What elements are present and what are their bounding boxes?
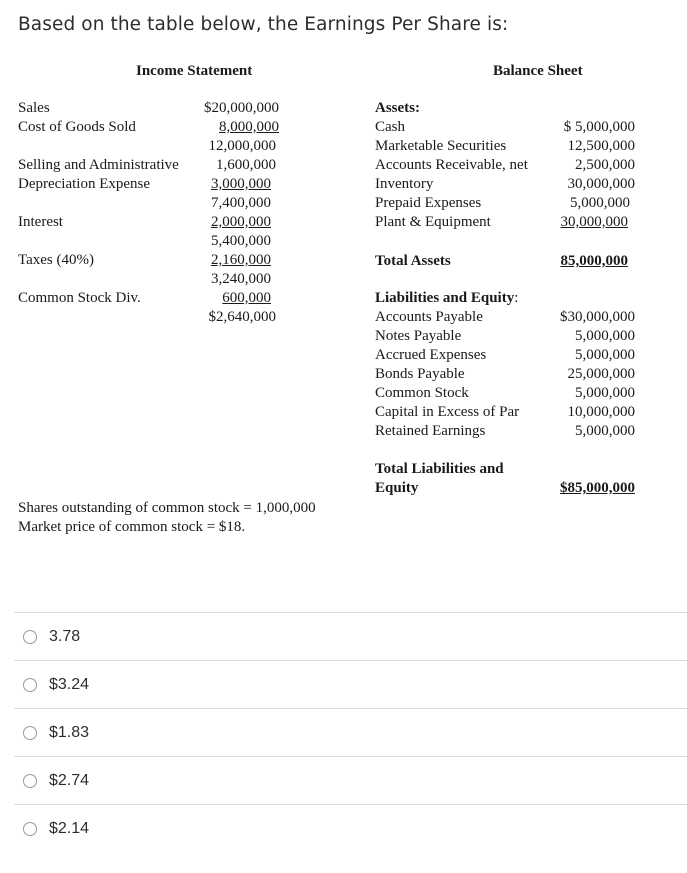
liabilities-heading-line	[375, 289, 518, 308]
is-value-net-income: 3,240,000	[211, 271, 271, 287]
is-value-ebit: 7,400,000	[211, 195, 271, 211]
shares-outstanding-note: Shares outstanding of common stock = 1,000,000	[18, 500, 316, 516]
option-1[interactable]	[14, 612, 687, 660]
answer-options	[14, 612, 687, 852]
option-5[interactable]	[14, 804, 687, 852]
bs-label-capital-excess: Capital in Excess of Par	[375, 404, 520, 420]
is-label-depreciation: Depreciation Expense	[18, 176, 151, 192]
is-value-retained: $2,640,000	[208, 309, 276, 325]
bs-label-accounts-payable: Accounts Payable	[375, 309, 483, 325]
income-statement-title: Income Statement	[136, 63, 253, 79]
market-price-note: Market price of common stock = $18.	[18, 519, 246, 535]
radio-button[interactable]	[23, 630, 37, 644]
bs-label-plant: Plant & Equipment	[375, 214, 491, 230]
radio-button[interactable]	[23, 678, 37, 692]
option-label: $1.83	[49, 723, 90, 741]
is-label-interest: Interest	[18, 214, 63, 230]
option-label: $2.74	[49, 771, 90, 789]
total-liabilities-value: $85,000,000	[560, 480, 635, 496]
is-label-sga: Selling and Administrative	[18, 157, 179, 173]
bs-value-accrued: 5,000,000	[575, 347, 635, 363]
is-value-ebt: 5,400,000	[211, 233, 271, 249]
is-value-sga: 1,600,000	[216, 157, 276, 173]
radio-button[interactable]	[23, 726, 37, 740]
bs-label-prepaid: Prepaid Expenses	[375, 195, 482, 211]
total-assets-label: Total Assets	[375, 253, 451, 269]
total-liabilities-label-line2: Equity	[375, 480, 419, 496]
bs-value-common-stock: 5,000,000	[575, 385, 635, 401]
is-label-dividends: Common Stock Div.	[18, 290, 141, 306]
bs-label-inventory: Inventory	[375, 176, 434, 192]
bs-value-prepaid: 5,000,000	[570, 195, 630, 211]
radio-button[interactable]	[23, 822, 37, 836]
radio-button[interactable]	[23, 774, 37, 788]
option-label: 3.78	[49, 627, 81, 645]
option-4[interactable]	[14, 756, 687, 804]
liabilities-heading: Liabilities and Equity	[375, 290, 515, 306]
is-value-gross: 12,000,000	[208, 138, 276, 154]
bs-value-plant: 30,000,000	[560, 214, 628, 230]
bs-value-cash: $ 5,000,000	[563, 119, 635, 135]
bs-label-common-stock: Common Stock	[375, 385, 469, 401]
is-value-sales: $20,000,000	[204, 100, 279, 116]
bs-value-capital-excess: 10,000,000	[567, 404, 635, 420]
balance-sheet-title: Balance Sheet	[493, 63, 583, 79]
bs-value-notes-payable: 5,000,000	[575, 328, 635, 344]
bs-value-marketable: 12,500,000	[567, 138, 635, 154]
is-value-cogs: 8,000,000	[219, 119, 279, 135]
bs-label-receivable: Accounts Receivable, net	[375, 157, 528, 173]
bs-value-receivable: 2,500,000	[575, 157, 635, 173]
is-value-taxes: 2,160,000	[211, 252, 271, 268]
liabilities-heading-colon: :	[514, 290, 519, 306]
option-2[interactable]	[14, 660, 687, 708]
question-text: Based on the table below, the Earnings Per Share is:	[18, 14, 509, 35]
option-3[interactable]	[14, 708, 687, 756]
is-label-sales: Sales	[18, 100, 50, 116]
total-liabilities-label-line1: Total Liabilities and	[375, 461, 504, 477]
bs-label-retained: Retained Earnings	[375, 423, 486, 439]
bs-value-accounts-payable: $30,000,000	[560, 309, 635, 325]
assets-heading: Assets:	[375, 100, 420, 116]
option-label: $3.24	[49, 675, 90, 693]
is-value-dividends: 600,000	[222, 290, 271, 306]
is-value-depreciation: 3,000,000	[211, 176, 271, 192]
is-label-cogs: Cost of Goods Sold	[18, 119, 136, 135]
is-label-taxes: Taxes (40%)	[18, 252, 95, 268]
option-label: $2.14	[49, 819, 90, 837]
bs-value-inventory: 30,000,000	[567, 176, 635, 192]
total-assets-value: 85,000,000	[560, 253, 628, 269]
bs-label-cash: Cash	[375, 119, 405, 135]
bs-label-bonds: Bonds Payable	[375, 366, 465, 382]
bs-value-bonds: 25,000,000	[567, 366, 635, 382]
bs-label-notes-payable: Notes Payable	[375, 328, 462, 344]
bs-value-retained: 5,000,000	[575, 423, 635, 439]
bs-label-marketable: Marketable Securities	[375, 138, 507, 154]
is-value-interest: 2,000,000	[211, 214, 271, 230]
bs-label-accrued: Accrued Expenses	[375, 347, 487, 363]
